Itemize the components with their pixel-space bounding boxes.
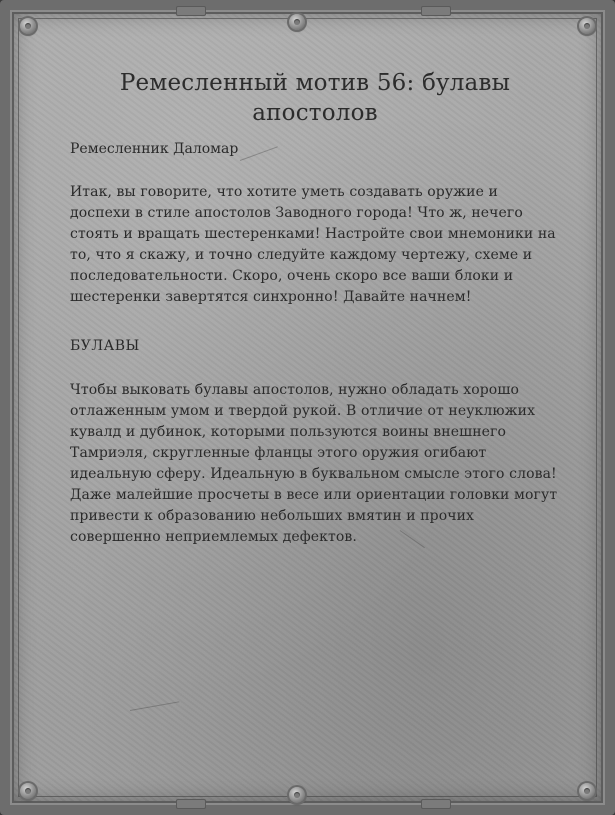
book-content xyxy=(70,68,560,576)
top-notch-right xyxy=(421,6,451,16)
bottom-notch-left xyxy=(176,799,206,809)
rivet-icon xyxy=(20,783,36,799)
top-notch-left xyxy=(176,6,206,16)
bottom-notch-right xyxy=(421,799,451,809)
book-title: Ремесленный мотив 56: булавы апостолов xyxy=(119,70,511,126)
rivet-icon xyxy=(289,14,305,30)
rivet-icon xyxy=(289,787,305,803)
rivet-icon xyxy=(579,783,595,799)
section-heading: БУЛАВЫ xyxy=(70,338,140,354)
intro-paragraph: Итак, вы говорите, что хотите уметь создавать оружие и доспехи в стиле апостолов Заводного города! Что ж, нечего стоять и вращать шестеренками! Настройте свои мнемоники на то, что я скажу, и точно следуйте каждому чертежу, схеме и последовательности. Скоро, очень скоро все ваши блоки и шестеренки завертятся синхронно! Давайте начнем! xyxy=(70,184,556,305)
book-author: Ремесленник Даломар xyxy=(70,141,239,157)
stone-crack xyxy=(130,701,179,711)
rivet-icon xyxy=(579,18,595,34)
section-paragraph: Чтобы выковать булавы апостолов, нужно обладать хорошо отлаженным умом и твердой рукой. В отличие от неуклюжих кувалд и дубинок, которыми пользуются воины внешнего Тамриэля, скругленные фланцы этого оружия огибают идеальную сферу. Идеальную в буквальном смысле этого слова! Даже малейшие просчеты в весе или ориентации головки могут привести к образованию небольших вмятин и прочих совершенно неприемлемых дефектов. xyxy=(70,382,558,545)
rivet-icon xyxy=(20,18,36,34)
